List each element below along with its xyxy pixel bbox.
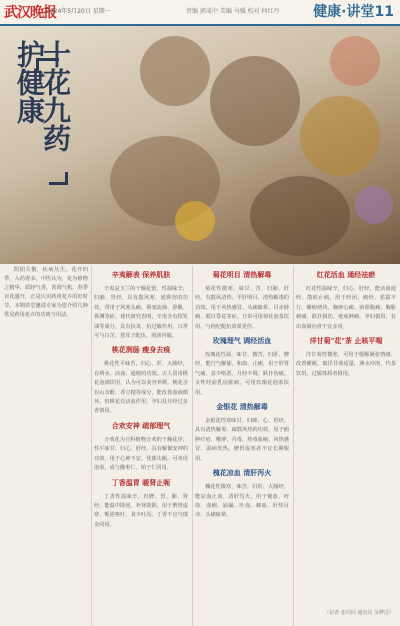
section-heading: 槐花凉血 清肝泻火 [212, 469, 272, 478]
title-bracket-bottom [49, 172, 68, 185]
column-divider [293, 266, 294, 626]
column-divider [192, 266, 193, 626]
column-4 [296, 266, 396, 379]
column-divider [91, 266, 92, 626]
editor-credits: 责编 郭成中 美编 马媛 校对 何红丹 [186, 8, 280, 15]
section-text: 桃花性平味苦，归心、肝、大肠经，有利水、活血、通便的功效。古人常用桃花泡酒饮用，认为可以美容养颜。桃花含有山奈酚、香豆精等成分，能改善血液循环。但桃花有活血作用，孕妇及月经过多者慎用。 [94, 361, 188, 415]
section-text: 菊花性微寒，味甘、苦，归肺、肝经，有散风清热、平肝明目、清热解毒的功效。用于风热感冒、头痛眩晕、目赤肿痛、眼目昏花等症。日常可用菊花泡茶饮用，与枸杞配伍效果更佳。 [195, 286, 289, 330]
section-text: 槐花性微寒，味苦，归肝、大肠经，能凉血止血、清肝泻火，用于便血、痔血、血痢、崩漏、吐血、衄血、肝热目赤、头痛眩晕。 [195, 484, 289, 519]
section-heading: 洋甘菊"花"茶 止咳平喘 [309, 337, 383, 346]
section-heading: 红花活血 通经祛瘀 [316, 271, 376, 279]
lead-paragraph [4, 266, 88, 320]
title-line-1: 护健康 [13, 40, 46, 124]
title-line-2: 十花九药 [39, 40, 72, 152]
section-text: 红花性温味辛，归心、肝经，能活血通经、散瘀止痛，用于经闭、痛经、恶露不行、癥瘕痞块、胸痹心痛、瘀滞腹痛、胸胁刺痛、跌扑损伤、疮疡肿痛。孕妇慎用，有出血倾向者不宜多用。 [296, 286, 396, 330]
section-heading: 玫瑰理气 调经活血 [212, 337, 272, 346]
page-header [0, 0, 400, 24]
lead-text: 阴阳失衡，疾病丛生。花开四季，入药者多。中医认为，花为植物之精华，质轻气香，善调气机。春季百花盛开，正是认识药用花卉的好时节。本期讲堂邀请专家为您介绍几种常见药用花卉的功效与用法。 [4, 267, 88, 318]
section-heading: 丁香温胃 暖肾止呃 [111, 478, 171, 487]
column-2 [94, 266, 188, 530]
section-heading: 辛夷解表 保养肌肤 [111, 271, 171, 279]
section-heading: 金银花 清热解毒 [216, 403, 268, 412]
section-heading: 菊花明目 清热解毒 [212, 271, 272, 279]
title-block [6, 32, 80, 178]
issue-date: 2024年5月20日 星期一 [46, 8, 111, 15]
hero-photo [0, 26, 400, 264]
newspaper-logo: 武汉晚报 [4, 5, 56, 21]
section-heading: 合欢安神 疏郁理气 [111, 421, 171, 430]
section-text: 金银花性寒味甘，归肺、心、胃经，具有清热解毒、疏散风热的功效，用于痈肿疔疮、喉痹、丹毒、热毒血痢、风热感冒、温病发热。脾胃虚寒者不宜长期服用。 [195, 418, 289, 462]
reporter-credit: （记者 张闪闪 通讯员 吴梦洁） [324, 610, 394, 616]
section-text: 洋甘菊性微寒，可用于缓解紧张情绪、改善睡眠。取洋甘菊适量，沸水冲泡，代茶饮用。过敏体质者慎用。 [296, 352, 396, 377]
section-text: 合欢花为豆科植物合欢的干燥花序，性平味甘，归心、肝经，具有解郁安神的功效，用于心神不安、忧郁失眠。可单用泡茶，或与酸枣仁、柏子仁同用。 [94, 436, 188, 472]
section-text: 辛夷是玉兰的干燥花蕾，性温味辛，归肺、胃经，具有散风寒、通鼻窍的功效，常用于风寒头痛、鼻塞流涕、鼻鼽、鼻渊等症。现代研究表明，辛夷含有挥发油等成分，具有抗炎、抗过敏作用。日常可与白芷、苍耳子配伍，煎汤内服。 [94, 286, 188, 340]
section-text: 玫瑰花性温，味甘、微苦，归肝、脾经，能行气解郁、和血、止痛，用于肝胃气痛、食少呕恶、月经不调、跌扑伤痛。女性经前乳房胀痛，可用玫瑰花泡茶饮用。 [195, 352, 289, 396]
column-3 [195, 266, 289, 521]
section-label: 健康·讲堂11 [313, 4, 394, 20]
section-heading: 桃花润肠 瘦身去痕 [111, 346, 171, 355]
section-text: 丁香性温味辛，归脾、胃、肺、肾经，能温中降逆、补肾助阳，用于脾胃虚寒、呃逆呕吐、食少吐泻。丁香不宜与郁金同用。 [94, 493, 188, 528]
